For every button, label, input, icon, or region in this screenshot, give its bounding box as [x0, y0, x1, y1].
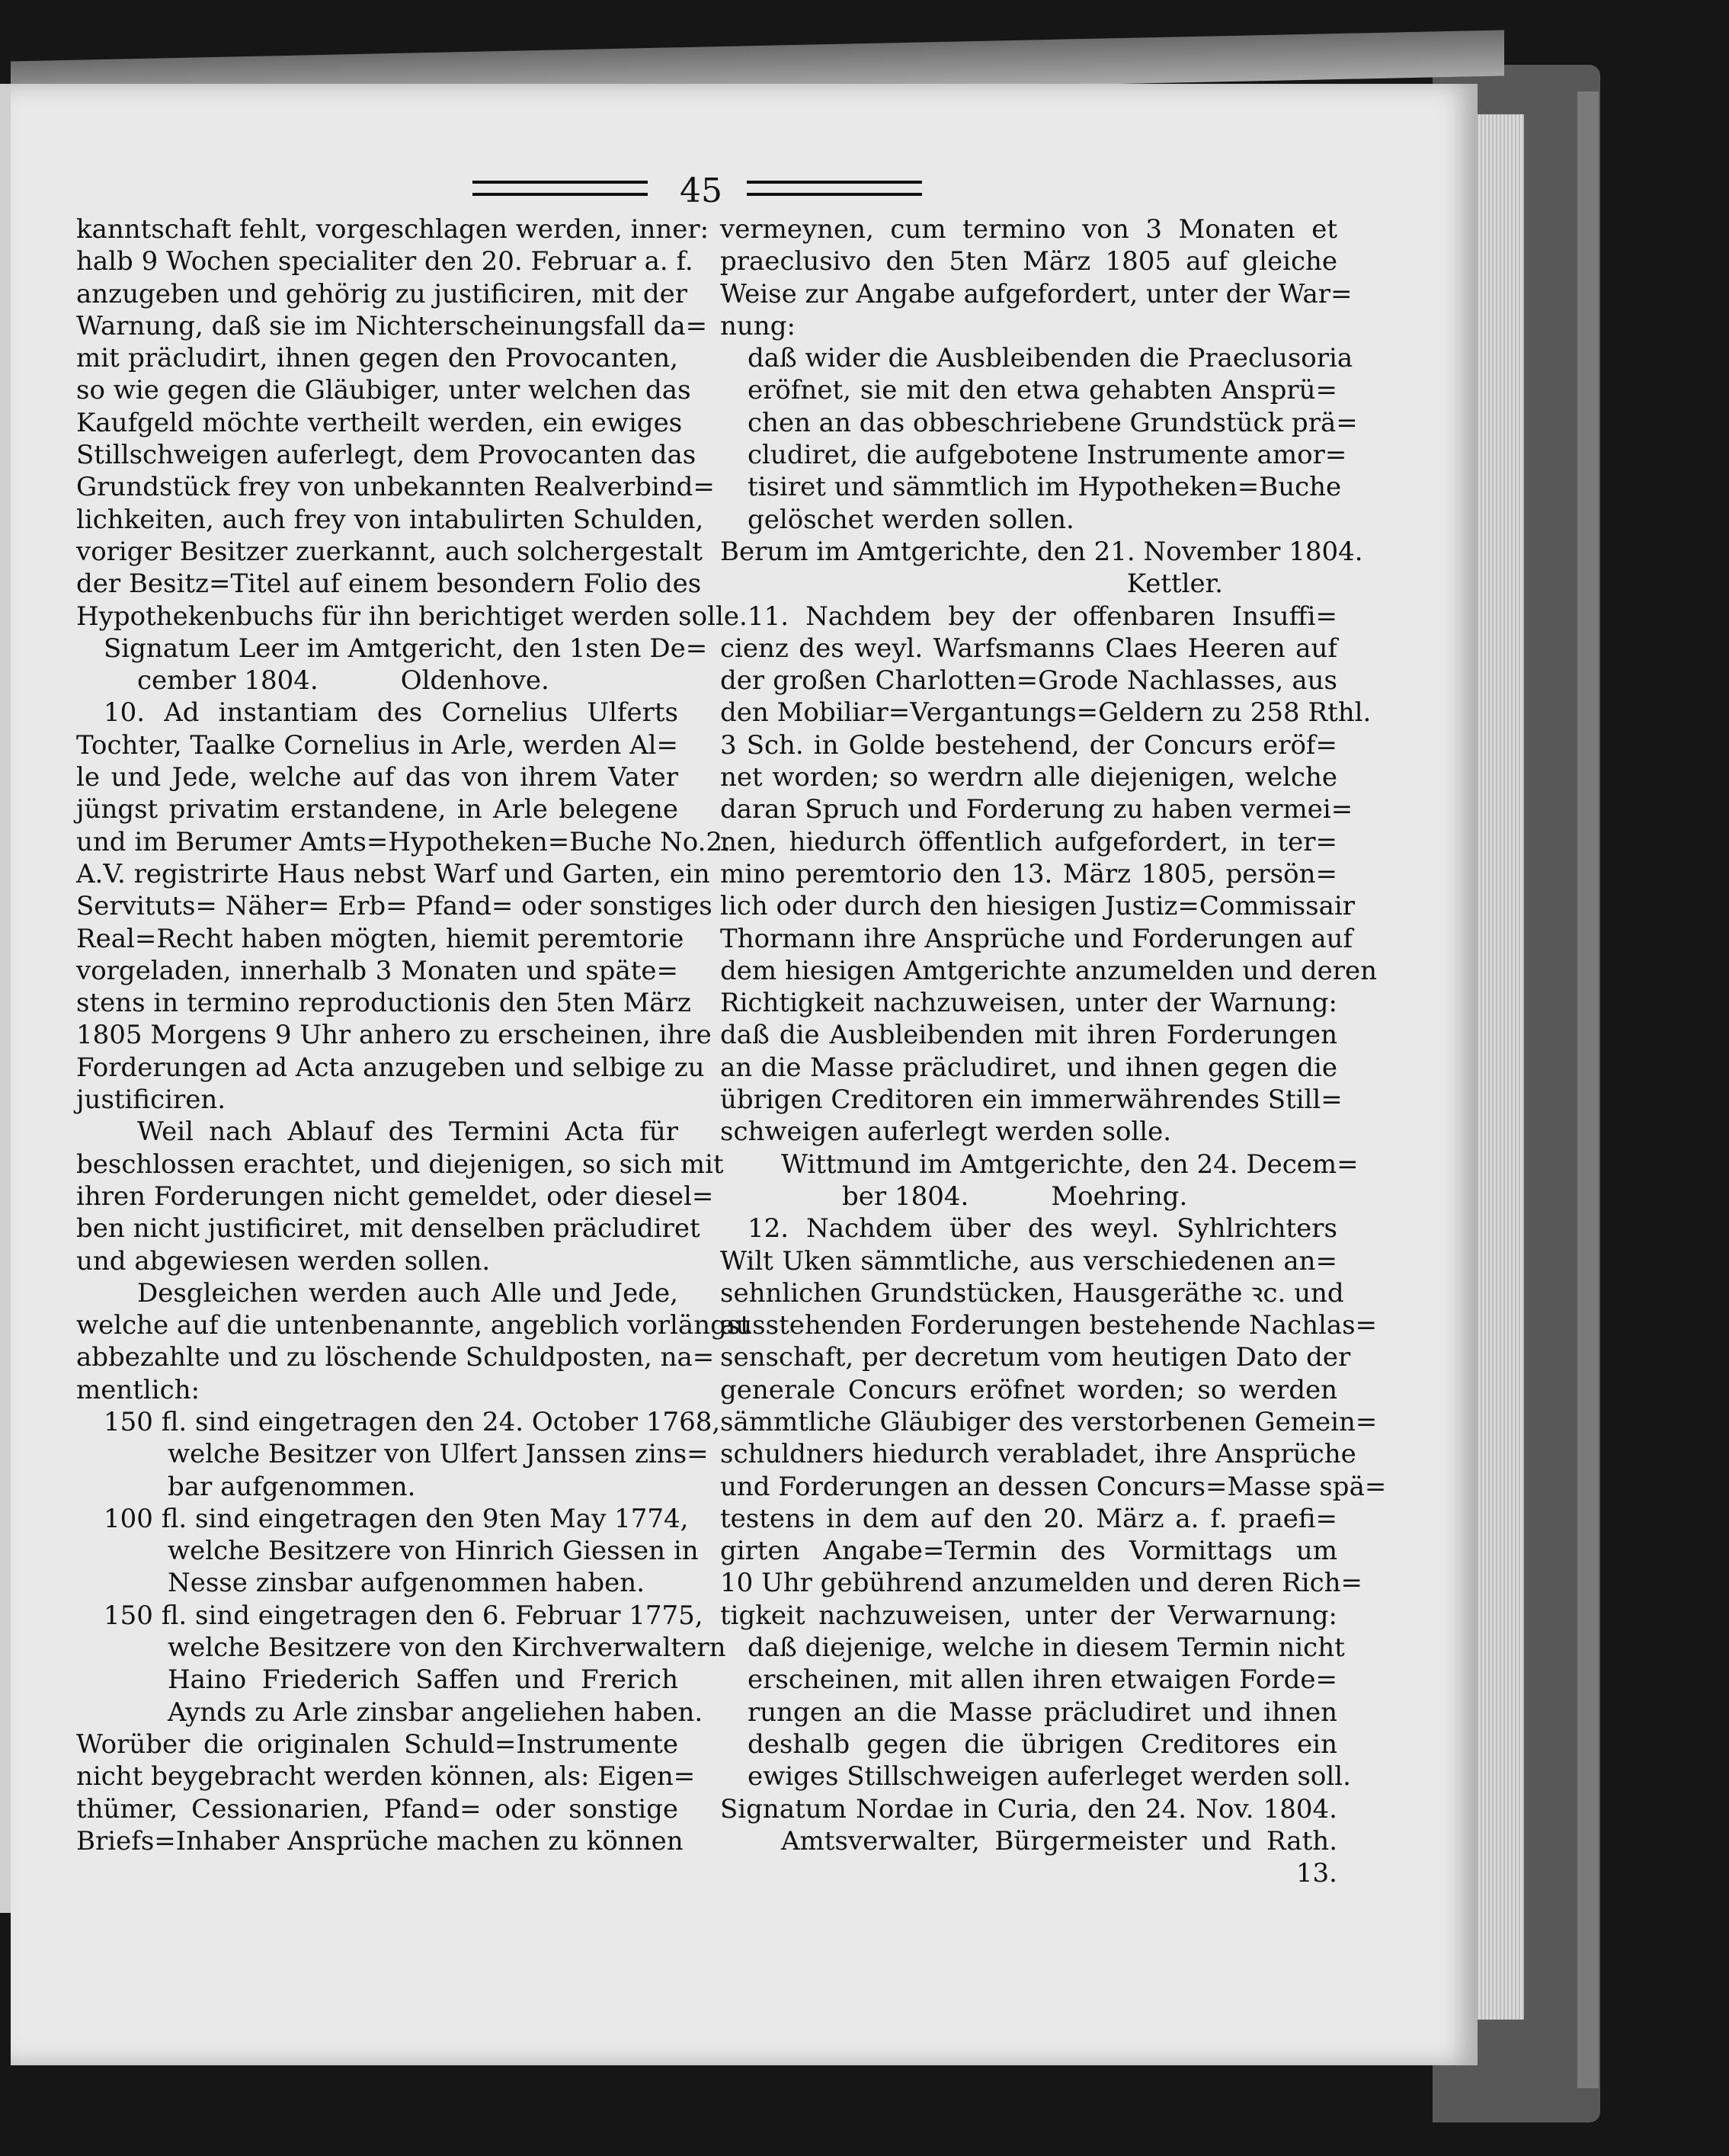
text-line: mentlich:: [76, 1374, 200, 1405]
text-line: nicht beygebracht werden können, als: Eigen=: [76, 1761, 696, 1792]
text-line: ewiges Stillschweigen auferleget werden soll.: [748, 1761, 1351, 1792]
text-line: chen an das obbeschriebene Grundstück prä=: [748, 407, 1358, 438]
signature-line: Amtsverwalter, Bürgermeister und Rath.: [781, 1825, 1337, 1856]
text-line: mino peremtorio den 13. März 1805, persön=: [720, 858, 1337, 889]
page-header: [472, 171, 922, 210]
section-start-10: 10. Ad instantiam des Cornelius Ulferts: [104, 697, 678, 729]
text-line: lichkeiten, auch frey von intabulirten Schulden,: [76, 504, 704, 535]
text-line: Aynds zu Arle zinsbar angeliehen haben.: [168, 1696, 703, 1728]
left-column: [76, 213, 751, 1857]
text-line: Forderungen ad Acta anzugeben und selbige zu: [76, 1052, 705, 1083]
text-line: cludiret, die aufgebotene Instrumente amor=: [748, 440, 1347, 471]
signature-line: Kettler.: [1126, 569, 1223, 600]
text-line: Wilt Uken sämmtliche, aus verschiedenen an=: [720, 1245, 1337, 1277]
text-line: lich oder durch den hiesigen Justiz=Commissair: [720, 891, 1356, 922]
text-line: nen, hiedurch öffentlich aufgefordert, in ter=: [720, 826, 1337, 857]
text-line: Kaufgeld möchte vertheilt werden, ein ewiges: [76, 407, 683, 438]
text-line: mit präcludirt, ihnen gegen den Provocanten,: [76, 343, 678, 374]
text-line: Wittmund im Amtgerichte, den 24. Decem=: [781, 1148, 1359, 1180]
header-rule-right: [747, 181, 922, 196]
text-line: sehnlichen Grundstücken, Hausgeräthe ꝛc. und: [720, 1277, 1344, 1309]
text-line: 3 Sch. in Golde bestehend, der Concurs eröf=: [720, 729, 1337, 761]
text-line: rungen an die Masse präcludiret und ihnen: [748, 1696, 1337, 1728]
text-line: den Mobiliar=Vergantungs=Geldern zu 258 Rthl.: [720, 697, 1372, 729]
text-line: anzugeben und gehörig zu justificiren, mit der: [76, 278, 688, 309]
right-column: [720, 213, 1387, 1889]
text-line: girten Angabe=Termin des Vormittags um: [720, 1536, 1337, 1567]
text-line: vorgeladen, innerhalb 3 Monaten und späte=: [76, 955, 678, 986]
text-line: halb 9 Wochen specialiter den 20. Februar a. f.: [76, 246, 693, 277]
text-line: Nesse zinsbar aufgenommen haben.: [168, 1568, 645, 1599]
text-line: welche Besitzer von Ulfert Janssen zins=: [168, 1439, 709, 1470]
text-line: senschaft, per decretum vom heutigen Dato der: [720, 1342, 1351, 1373]
text-line: Real=Recht haben mögten, hiemit peremtorie: [76, 923, 684, 954]
text-line: Weise zur Angabe aufgefordert, unter der War=: [720, 278, 1353, 309]
debt-entry: 150 fl. sind eingetragen den 24. October 1768,: [104, 1406, 721, 1437]
text-line: Berum im Amtgerichte, den 21. November 1804.: [720, 536, 1363, 567]
signature-line: ber 1804. Moehring.: [842, 1181, 1188, 1212]
text-line: und Forderungen an dessen Concurs=Masse spä=: [720, 1471, 1387, 1502]
text-line: Stillschweigen auferlegt, dem Provocanten das: [76, 440, 696, 471]
text-line: Warnung, daß sie im Nichterscheinungsfall da=: [76, 310, 708, 341]
cover-edge: [1577, 91, 1599, 2088]
text-line: beschlossen erachtet, und diejenigen, so sich mit: [76, 1148, 724, 1180]
text-line: bar aufgenommen.: [168, 1471, 416, 1502]
text-line: an die Masse präcludiret, und ihnen gegen die: [720, 1052, 1337, 1083]
text-line: und abgewiesen werden sollen.: [76, 1245, 491, 1277]
text-line: 1805 Morgens 9 Uhr anhero zu erscheinen, ihre: [76, 1020, 712, 1051]
text-line: schuldners hiedurch verabladet, ihre Ansprüche: [720, 1439, 1356, 1470]
text-line: daran Spruch und Forderung zu haben vermei=: [720, 794, 1353, 825]
text-line: welche Besitzere von den Kirchverwaltern: [168, 1632, 726, 1664]
text-line: testens in dem auf den 20. März a. f. praefi=: [720, 1503, 1337, 1534]
text-line: daß diejenige, welche in diesem Termin nicht: [748, 1632, 1345, 1664]
text-line: justificiren.: [76, 1084, 226, 1116]
text-line: voriger Besitzer zuerkannt, auch solchergestalt: [76, 536, 703, 567]
text-line: Richtigkeit nachzuweisen, unter der Warnung:: [720, 988, 1337, 1019]
text-line: eröfnet, sie mit den etwa gehabten Ansprü=: [748, 375, 1337, 406]
text-line: übrigen Creditoren ein immerwährendes Still=: [720, 1084, 1343, 1116]
text-line: ihren Forderungen nicht gemeldet, oder diesel=: [76, 1181, 714, 1212]
text-line: nung:: [720, 310, 796, 341]
header-rule-left: [472, 181, 648, 196]
text-line: generale Concurs eröfnet worden; so werden: [720, 1374, 1337, 1405]
text-line: ben nicht justificiret, mit denselben präcludiret: [76, 1213, 700, 1245]
text-line: Haino Friederich Saffen und Frerich: [168, 1664, 678, 1696]
text-line: Worüber die originalen Schuld=Instrumente: [76, 1728, 678, 1760]
signature-line: cember 1804. Oldenhove.: [137, 665, 549, 697]
text-line: und im Berumer Amts=Hypotheken=Buche No.2.: [76, 826, 731, 857]
text-line: gelöschet werden sollen.: [748, 504, 1074, 535]
text-line: deshalb gegen die übrigen Creditores ein: [748, 1728, 1337, 1760]
text-line: cienz des weyl. Warfsmanns Claes Heeren auf: [720, 633, 1337, 664]
text-line: praeclusivo den 5ten März 1805 auf gleiche: [720, 246, 1337, 277]
text-line: Servituts= Näher= Erb= Pfand= oder sonstiges: [76, 891, 712, 922]
text-line: Grundstück frey von unbekannten Realverbind=: [76, 472, 715, 503]
text-line: vermeynen, cum termino von 3 Monaten et: [720, 214, 1337, 245]
text-line: daß wider die Ausbleibenden die Praeclusoria: [748, 343, 1353, 374]
text-line: der Besitz=Titel auf einem besondern Folio des: [76, 569, 702, 600]
text-line: tisiret und sämmtlich im Hypotheken=Buche: [748, 472, 1342, 503]
text-line: erscheinen, mit allen ihren etwaigen Forde=: [748, 1664, 1337, 1696]
section-start-12: 12. Nachdem über des weyl. Syhlrichters: [748, 1213, 1337, 1245]
text-line: stens in termino reproductionis den 5ten März: [76, 988, 691, 1019]
text-line: thümer, Cessionarien, Pfand= oder sonstige: [76, 1793, 678, 1824]
text-line: A.V. registrirte Haus nebst Warf und Garten, ein: [76, 858, 710, 889]
text-line: Desgleichen werden auch Alle und Jede,: [137, 1277, 678, 1309]
text-line: Tochter, Taalke Cornelius in Arle, werden Al=: [76, 729, 678, 761]
text-line: 10 Uhr gebührend anzumelden und deren Rich=: [720, 1568, 1363, 1599]
text-line: der großen Charlotten=Grode Nachlasses, aus: [720, 665, 1337, 697]
section-start-11: 11. Nachdem bey der offenbaren Insuffi=: [748, 601, 1337, 632]
debt-entry: 100 fl. sind eingetragen den 9ten May 1774,: [104, 1503, 689, 1534]
text-line: Hypothekenbuchs für ihn berichtiget werden solle.: [76, 601, 748, 632]
text-line: tigkeit nachzuweisen, unter der Verwarnung:: [720, 1600, 1337, 1631]
text-line: Thormann ihre Ansprüche und Forderungen auf: [720, 923, 1353, 954]
text-line: welche auf die untenbenannte, angeblich vorlängst: [76, 1310, 751, 1341]
text-line: schweigen auferlegt werden solle.: [720, 1116, 1172, 1148]
text-line: welche Besitzere von Hinrich Giessen in: [168, 1536, 699, 1567]
text-line: daß die Ausbleibenden mit ihren Forderungen: [720, 1020, 1337, 1051]
text-line: kanntschaft fehlt, vorgeschlagen werden, inner:: [76, 214, 709, 245]
text-line: Signatum Nordae in Curia, den 24. Nov. 1804.: [720, 1793, 1337, 1824]
text-line: sämmtliche Gläubiger des verstorbenen Gemein=: [720, 1406, 1378, 1437]
page-number: 45: [680, 171, 722, 210]
text-line: Weil nach Ablauf des Termini Acta für: [137, 1116, 678, 1148]
catchword: 13.: [1295, 1858, 1337, 1889]
text-line: Briefs=Inhaber Ansprüche machen zu können: [76, 1825, 684, 1856]
text-line: le und Jede, welche auf das von ihrem Vater: [76, 762, 678, 793]
text-line: net worden; so werdrn alle diejenigen, welche: [720, 762, 1337, 793]
text-line: jüngst privatim erstandene, in Arle belegene: [76, 794, 678, 825]
debt-entry: 150 fl. sind eingetragen den 6. Februar 1775,: [104, 1600, 703, 1631]
text-line: Signatum Leer im Amtgericht, den 1sten De=: [104, 633, 708, 664]
text-line: dem hiesigen Amtgerichte anzumelden und deren: [720, 955, 1378, 986]
text-line: so wie gegen die Gläubiger, unter welchen das: [76, 375, 691, 406]
text-line: ausstehenden Forderungen bestehende Nachlas=: [720, 1310, 1378, 1341]
text-line: abbezahlte und zu löschende Schuldposten, na=: [76, 1342, 715, 1373]
